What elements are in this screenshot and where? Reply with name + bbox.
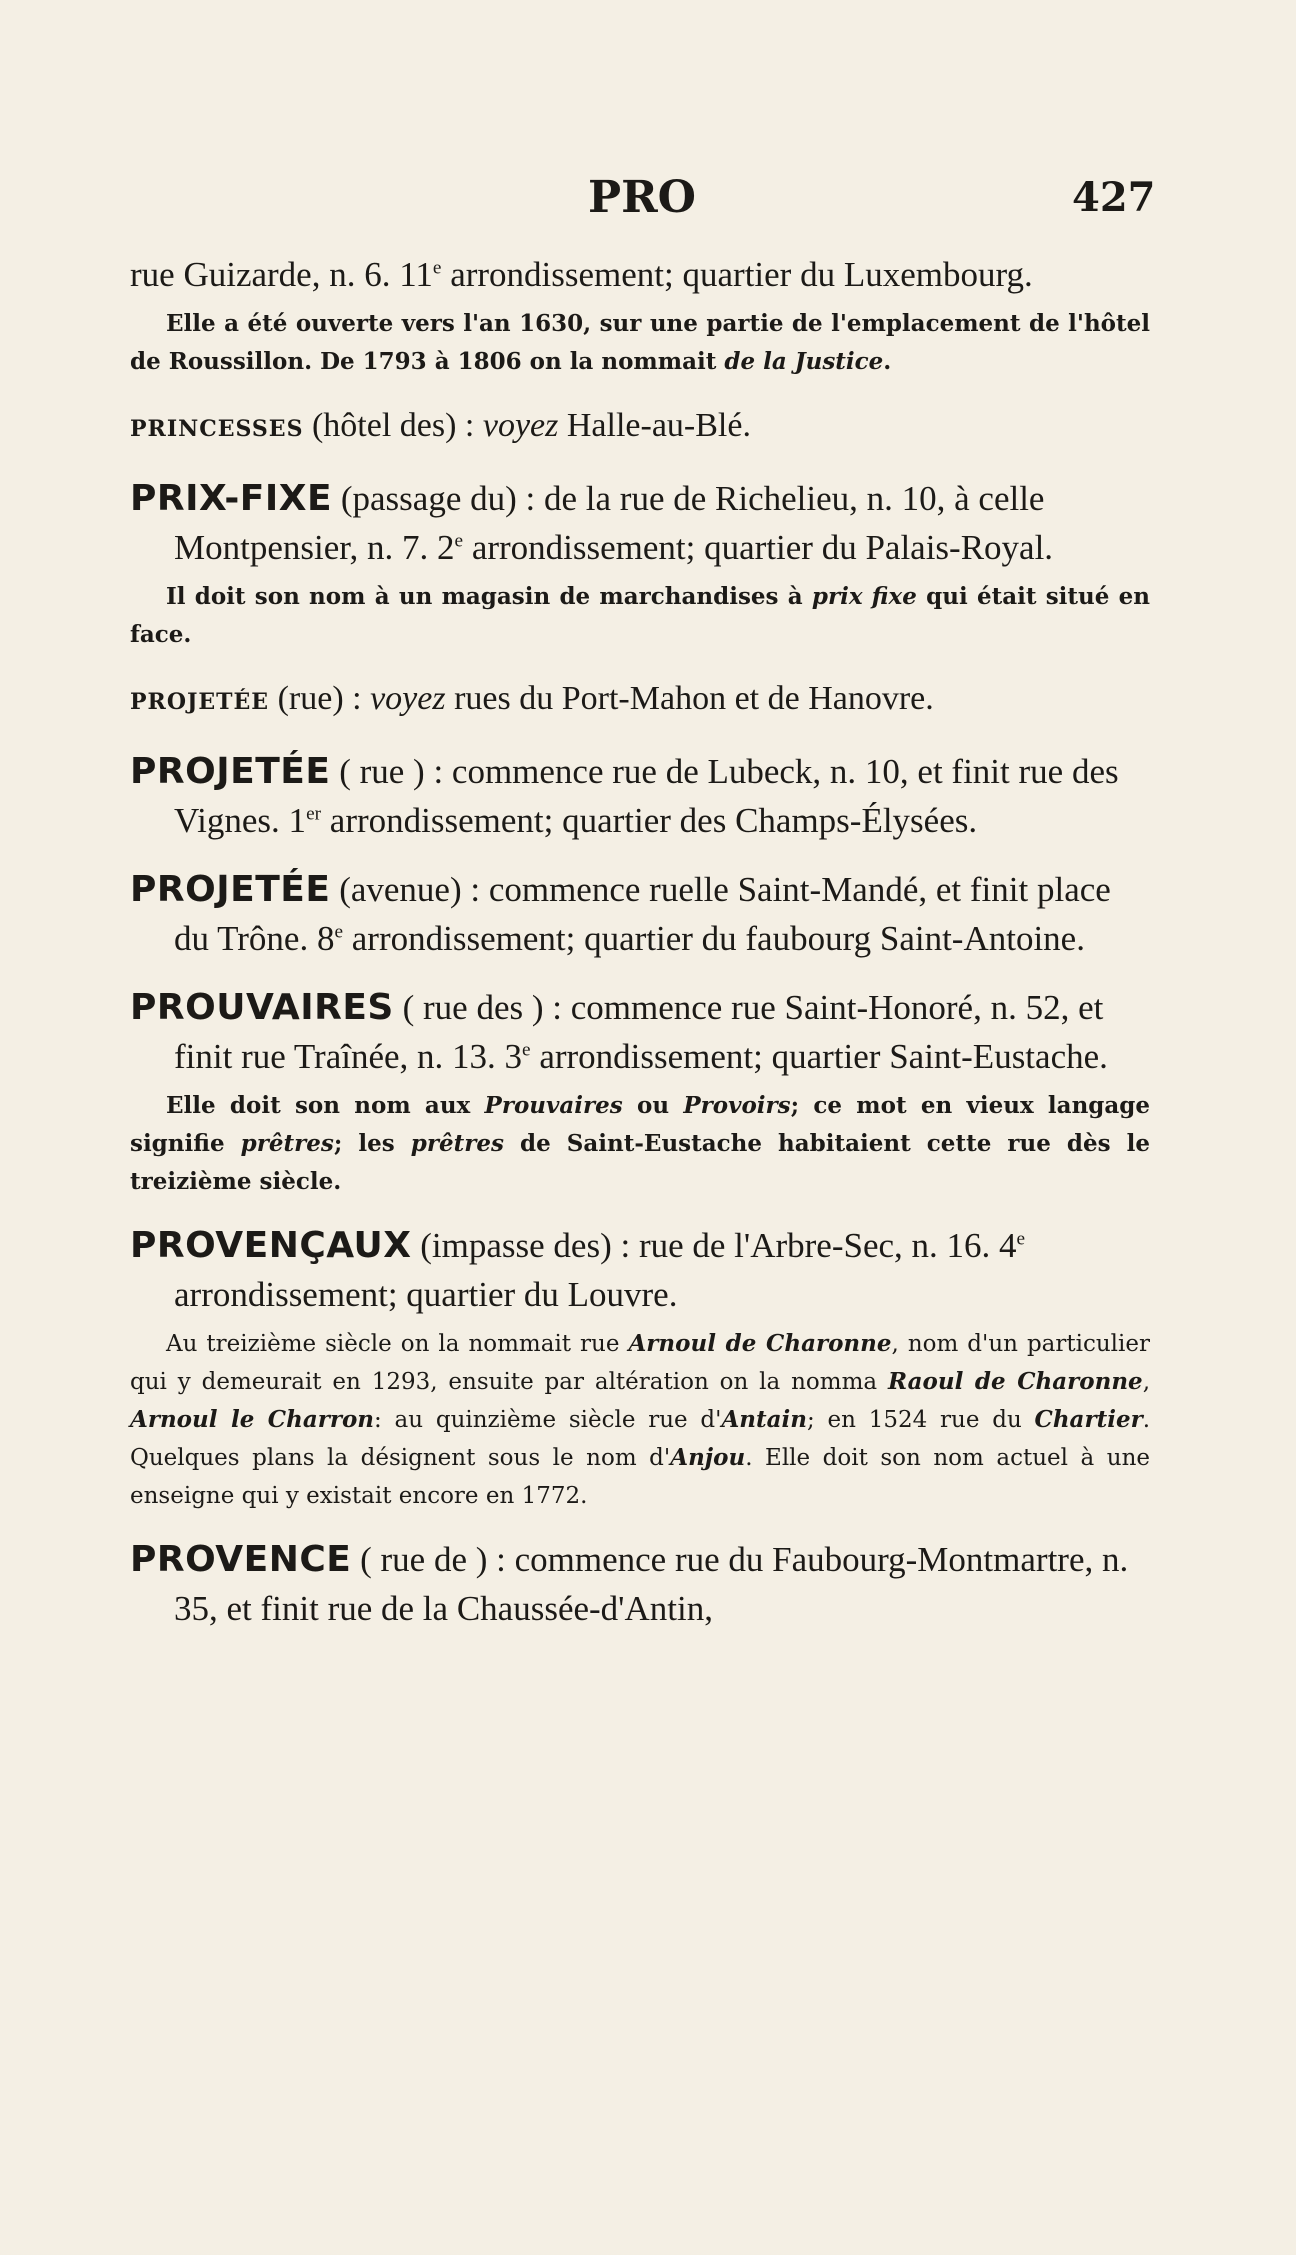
entry-note: Au treizième siècle on la nommait rue Arnoul de Charonne, nom d'un particulier qui y demeurait en 1293, ensuite par altération on la nomma Raoul de Charonne, Arnoul le Charron: au quinzième siècle rue d'Antain; en 1524 rue du Chartier. Quelques plans la désignent sous le nom d'Anjou. Elle doit son nom actuel à une enseigne qui y existait encore en 1772. [130, 1330, 1151, 1509]
entry-text: PROJETÉE (avenue) : commence ruelle Saint-Mandé, et finit place du Trône. 8e arrondissement; quartier du faubourg Saint-Antoine. [130, 869, 1111, 958]
entry-headword: PRIX-FIXE [130, 478, 333, 519]
entry-headword: PROJETÉE [130, 751, 331, 792]
entry-provencaux [130, 1221, 1150, 1515]
entry-headword: PROJETÉE [130, 869, 331, 910]
entry-projetee-rue [130, 747, 1150, 845]
entry-headword: PROVENCE [130, 1539, 352, 1580]
entry-princesses [130, 401, 1150, 454]
entry-prix-fixe [130, 474, 1150, 654]
entry-note: Il doit son nom à un magasin de marchandises à prix fixe qui était situé en face. [130, 583, 1150, 648]
entry-prouvaires [130, 983, 1150, 1201]
entry-text: PROJETÉE ( rue ) : commence rue de Lubeck, n. 10, et finit rue des Vignes. 1er arrondissement; quartier des Champs-Élysées. [130, 751, 1119, 840]
entry-text: PRIX-FIXE (passage du) : de la rue de Richelieu, n. 10, à celle Montpensier, n. 7. 2e arrondissement; quartier du Palais-Royal. [130, 478, 1054, 567]
entry-continuation [130, 250, 1150, 381]
entry-projetee-xref [130, 674, 1150, 727]
entry-text: PROJETÉE (rue) : voyez rues du Port-Mahon et de Hanovre. [130, 680, 934, 717]
entry-text: rue Guizarde, n. 6. 11e arrondissement; quartier du Luxembourg. [130, 255, 1033, 294]
entry-headword: PRINCESSES [130, 416, 304, 442]
entry-projetee-avenue [130, 865, 1150, 963]
entry-text: PROUVAIRES ( rue des ) : commence rue Saint-Honoré, n. 52, et finit rue Traînée, n. 13. 3e arrondissement; quartier Saint-Eustache. [130, 987, 1108, 1076]
page-header [0, 172, 1296, 232]
entry-text: PROVENÇAUX (impasse des) : rue de l'Arbre-Sec, n. 16. 4e arrondissement; quartier du Louvre. [130, 1225, 1026, 1314]
running-head: PRO [588, 172, 696, 223]
entry-headword: PROVENÇAUX [130, 1225, 412, 1266]
page-number: 427 [1072, 174, 1156, 221]
entry-note: Elle doit son nom aux Prouvaires ou Provoirs; ce mot en vieux langage signifie prêtres; les prêtres de Saint-Eustache habitaient cette rue dès le treizième siècle. [130, 1092, 1151, 1195]
entry-provence [130, 1535, 1150, 1633]
entry-note: Elle a été ouverte vers l'an 1630, sur une partie de l'emplacement de l'hôtel de Roussillon. De 1793 à 1806 on la nommait de la Justice. [130, 310, 1150, 375]
entries-column [130, 250, 1150, 1653]
entry-text: PROVENCE ( rue de ) : commence rue du Faubourg-Montmartre, n. 35, et finit rue de la Chaussée-d'Antin, [130, 1539, 1129, 1628]
entry-headword: PROJETÉE [130, 689, 270, 715]
entry-text: PRINCESSES (hôtel des) : voyez Halle-au-Blé. [130, 407, 751, 444]
entry-headword: PROUVAIRES [130, 987, 394, 1028]
